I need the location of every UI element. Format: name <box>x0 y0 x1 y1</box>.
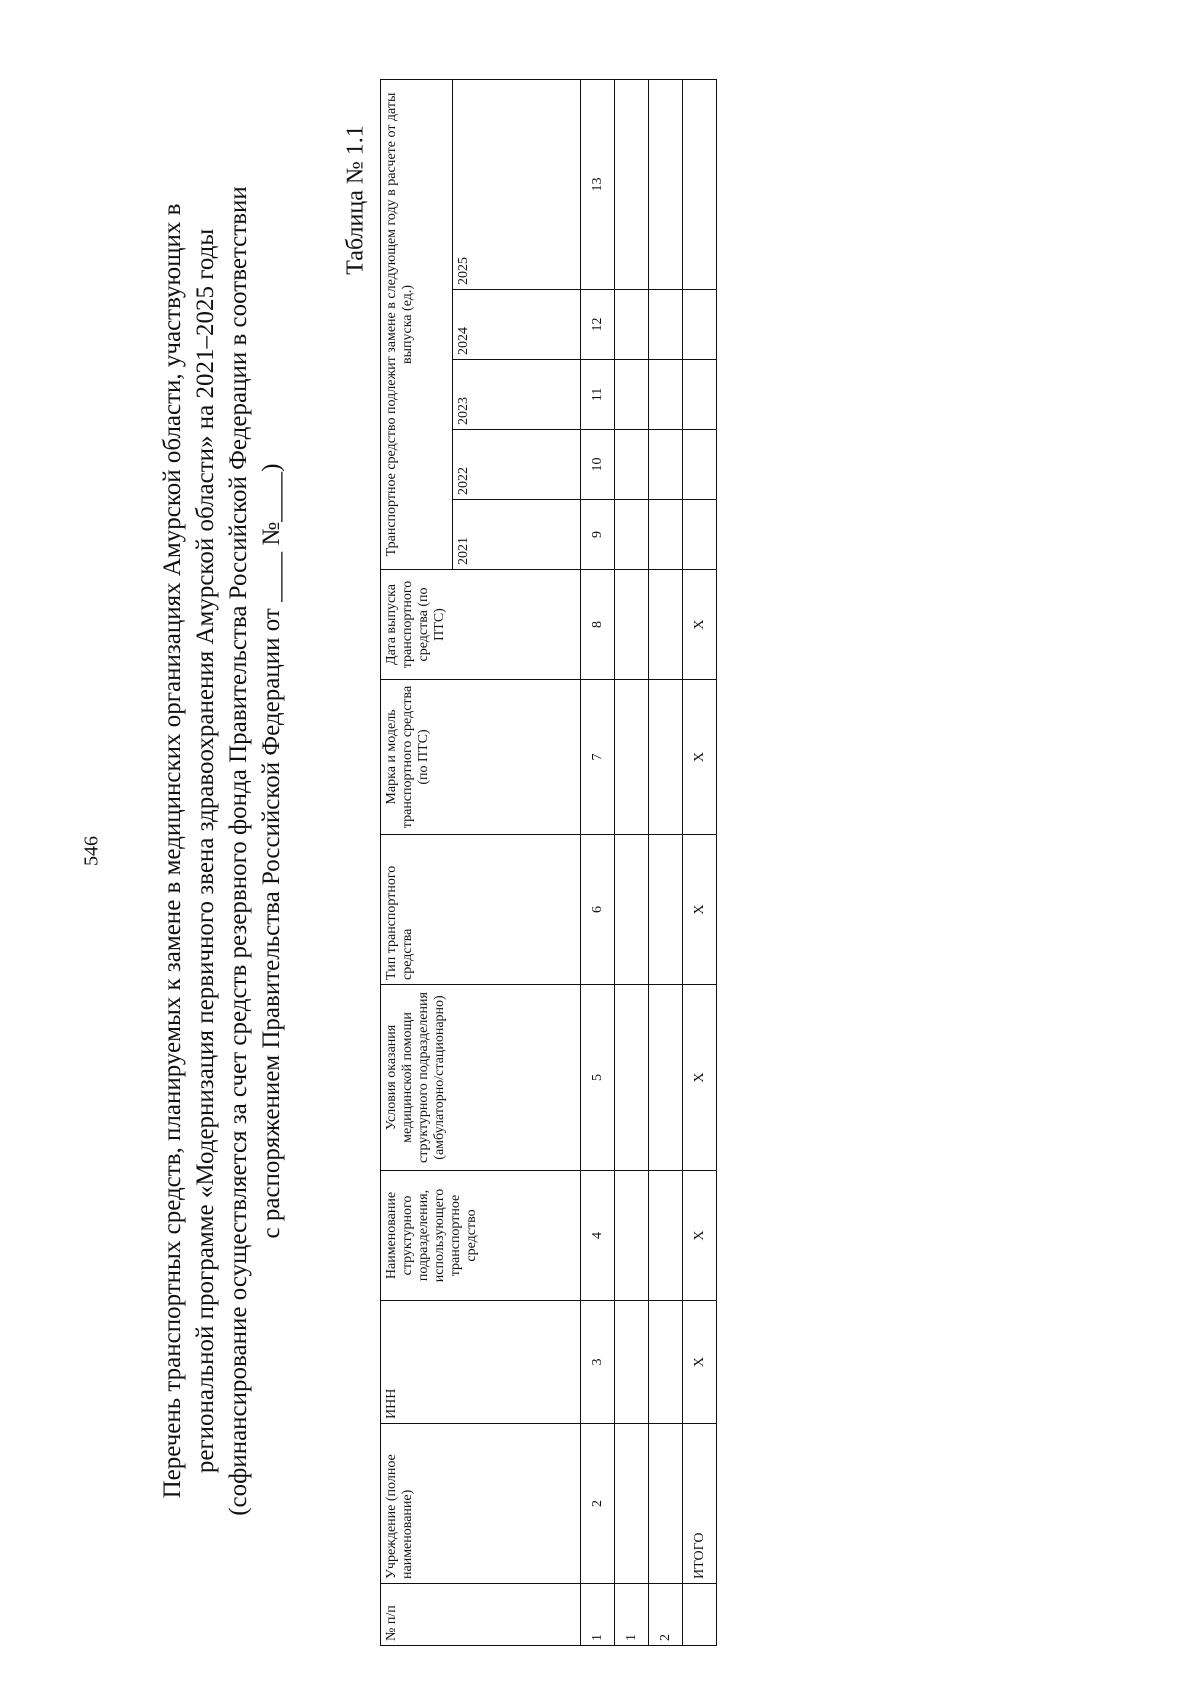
header-release-date: Дата выпуска транспортного средства (по ПТС) <box>381 570 581 680</box>
header-make-model: Марка и модель транспортного средства (по ПТС) <box>381 680 581 835</box>
header-year-2022: 2022 <box>453 430 581 500</box>
table-cell <box>649 430 683 500</box>
header-subdivision: Наименование структурного подразделения, использующего транспортное средство <box>381 1171 581 1301</box>
column-number: 9 <box>581 500 615 570</box>
table-cell <box>649 1424 683 1584</box>
column-number: 5 <box>581 985 615 1171</box>
header-year-2025: 2025 <box>453 79 581 289</box>
header-replacement: Транспортное средство подлежит замене в следующем году в расчете от даты выпуска (ед.) <box>381 79 453 569</box>
table-cell <box>683 79 717 289</box>
table-cell <box>615 290 649 360</box>
table-cell: 2 <box>649 1584 683 1646</box>
table-cell <box>683 1584 717 1646</box>
table-cell: Х <box>683 985 717 1171</box>
table-cell <box>683 360 717 430</box>
table-cell <box>649 1301 683 1424</box>
table-cell: Х <box>683 835 717 985</box>
page-number: 546 <box>80 836 103 866</box>
table-cell <box>683 290 717 360</box>
column-number: 1 <box>581 1584 615 1646</box>
vehicle-table <box>380 79 717 1646</box>
header-number: № п/п <box>381 1584 581 1646</box>
table-cell <box>649 500 683 570</box>
table-cell <box>615 835 649 985</box>
table-cell <box>615 360 649 430</box>
table-cell <box>615 985 649 1171</box>
header-year-2021: 2021 <box>453 500 581 570</box>
table-cell <box>649 1171 683 1301</box>
column-number: 8 <box>581 570 615 680</box>
header-vehicle-type: Тип транспортного средства <box>381 835 581 985</box>
table-cell <box>649 835 683 985</box>
header-year-2024: 2024 <box>453 290 581 360</box>
title-line-3: (софинансирование осуществляется за счет средств резервного фонда Правительства Российской Федерации в соответствии <box>225 186 252 1516</box>
title-line-1: Перечень транспортных средств, планируемых к замене в медицинских организациях Амурской области, участвующих в <box>159 203 186 1499</box>
table-cell <box>615 1301 649 1424</box>
table-cell <box>615 1171 649 1301</box>
title-line-4: с распоряжением Правительства Российской Федерации от ____ №____) <box>258 463 285 1239</box>
table-cell <box>649 290 683 360</box>
table-cell <box>649 360 683 430</box>
column-number: 4 <box>581 1171 615 1301</box>
total-row <box>683 79 717 1645</box>
column-number-row <box>581 79 615 1645</box>
table-cell <box>649 985 683 1171</box>
table-cell <box>615 570 649 680</box>
table-cell <box>615 500 649 570</box>
table-cell <box>615 430 649 500</box>
table-cell: Х <box>683 570 717 680</box>
column-number: 10 <box>581 430 615 500</box>
table-cell <box>683 430 717 500</box>
header-institution: Учреждение (полное наименование) <box>381 1424 581 1584</box>
table-cell: Х <box>683 680 717 835</box>
header-inn: ИНН <box>381 1301 581 1424</box>
table-cell <box>649 570 683 680</box>
table-cell <box>649 680 683 835</box>
table-cell: Х <box>683 1301 717 1424</box>
table-cell <box>683 500 717 570</box>
column-number: 7 <box>581 680 615 835</box>
table-caption: Таблица № 1.1 <box>342 125 369 275</box>
table-cell <box>615 1424 649 1584</box>
table-cell: Х <box>683 1171 717 1301</box>
vehicle-table-container <box>380 80 707 1646</box>
total-label: ИТОГО <box>683 1424 717 1584</box>
table-cell <box>615 680 649 835</box>
header-year-2023: 2023 <box>453 360 581 430</box>
table-cell <box>615 79 649 289</box>
title-line-2: региональной программе «Модернизация первичного звена здравоохранения Амурской области» на 2021–2025 годы <box>192 228 219 1474</box>
column-number: 13 <box>581 79 615 289</box>
column-number: 2 <box>581 1424 615 1584</box>
column-number: 12 <box>581 290 615 360</box>
table-row <box>615 79 649 1645</box>
table-cell <box>649 79 683 289</box>
column-number: 11 <box>581 360 615 430</box>
table-cell: 1 <box>615 1584 649 1646</box>
table-row <box>649 79 683 1645</box>
document-title <box>156 101 288 1601</box>
header-care-conditions: Условия оказания медицинской помощи структурного подразделения (амбулаторно/стационарно) <box>381 985 581 1171</box>
column-number: 6 <box>581 835 615 985</box>
column-number: 3 <box>581 1301 615 1424</box>
